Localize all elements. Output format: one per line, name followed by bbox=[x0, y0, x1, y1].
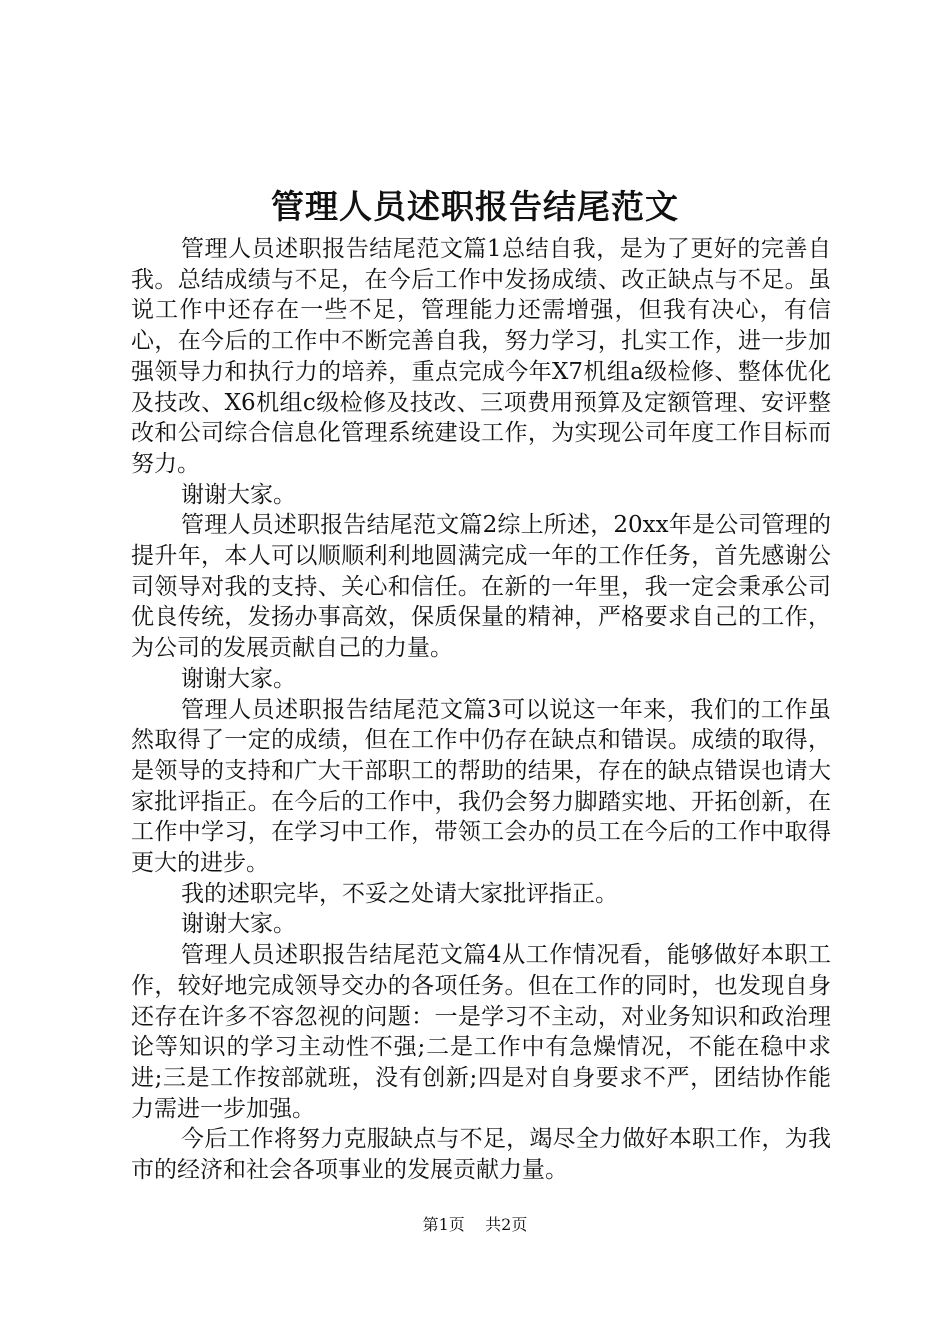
paragraph: 管理人员述职报告结尾范文篇4从工作情况看，能够做好本职工作，较好地完成领导交办的各项任务。但在工作的同时，也发现自身还存在许多不容忽视的问题：一是学习不主动，对业务知识和政治理论等知识的学习主动性不强;二是工作中有急燥情况，不能在稳中求进;三是工作按部就班，没有创新;四是对自身要求不严，团结协作能力需进一步加强。 bbox=[131, 942, 831, 1122]
paragraph: 今后工作将努力克服缺点与不足，竭尽全力做好本职工作，为我市的经济和社会各项事业的发展贡献力量。 bbox=[131, 1126, 831, 1184]
page-number: 第1页 bbox=[422, 1215, 465, 1234]
paragraph: 管理人员述职报告结尾范文篇3可以说这一年来，我们的工作虽然取得了一定的成绩，但在工作中仍存在缺点和错误。成绩的取得，是领导的支持和广大干部职工的帮助的结果，存在的缺点错误也请大家批评指正。在今后的工作中，我仍会努力脚踏实地、开拓创新，在工作中学习，在学习中工作，带领工会办的员工在今后的工作中取得更大的进步。 bbox=[131, 696, 831, 877]
page-footer bbox=[0, 1213, 950, 1237]
paragraph: 谢谢大家。 bbox=[181, 665, 296, 692]
paragraph: 谢谢大家。 bbox=[181, 911, 296, 938]
document-title: 管理人员述职报告结尾范文 bbox=[271, 187, 679, 226]
document-body bbox=[131, 234, 831, 1186]
page-total: 共2页 bbox=[485, 1215, 528, 1234]
paragraph: 管理人员述职报告结尾范文篇2综上所述，20xx年是公司管理的提升年，本人可以顺顺利利地圆满完成一年的工作任务，首先感谢公司领导对我的支持、关心和信任。在新的一年里，我一定会秉承公司优良传统，发扬办事高效，保质保量的精神，严格要求自己的工作，为公司的发展贡献自己的力量。 bbox=[131, 512, 831, 662]
paragraph: 我的述职完毕，不妥之处请大家批评指正。 bbox=[181, 880, 618, 907]
footer-spacer bbox=[470, 1215, 480, 1234]
paragraph: 管理人员述职报告结尾范文篇1总结自我，是为了更好的完善自我。总结成绩与不足，在今后工作中发扬成绩、改正缺点与不足。虽说工作中还存在一些不足，管理能力还需增强，但我有决心，有信心，在今后的工作中不断完善自我，努力学习，扎实工作，进一步加强领导力和执行力的培养，重点完成今年X7机组a级检修、整体优化及技改、X6机组c级检修及技改、三项费用预算及定额管理、安评整改和公司综合信息化管理系统建设工作，为实现公司年度工作目标而努力。 bbox=[131, 236, 831, 477]
paragraph: 谢谢大家。 bbox=[181, 481, 296, 508]
